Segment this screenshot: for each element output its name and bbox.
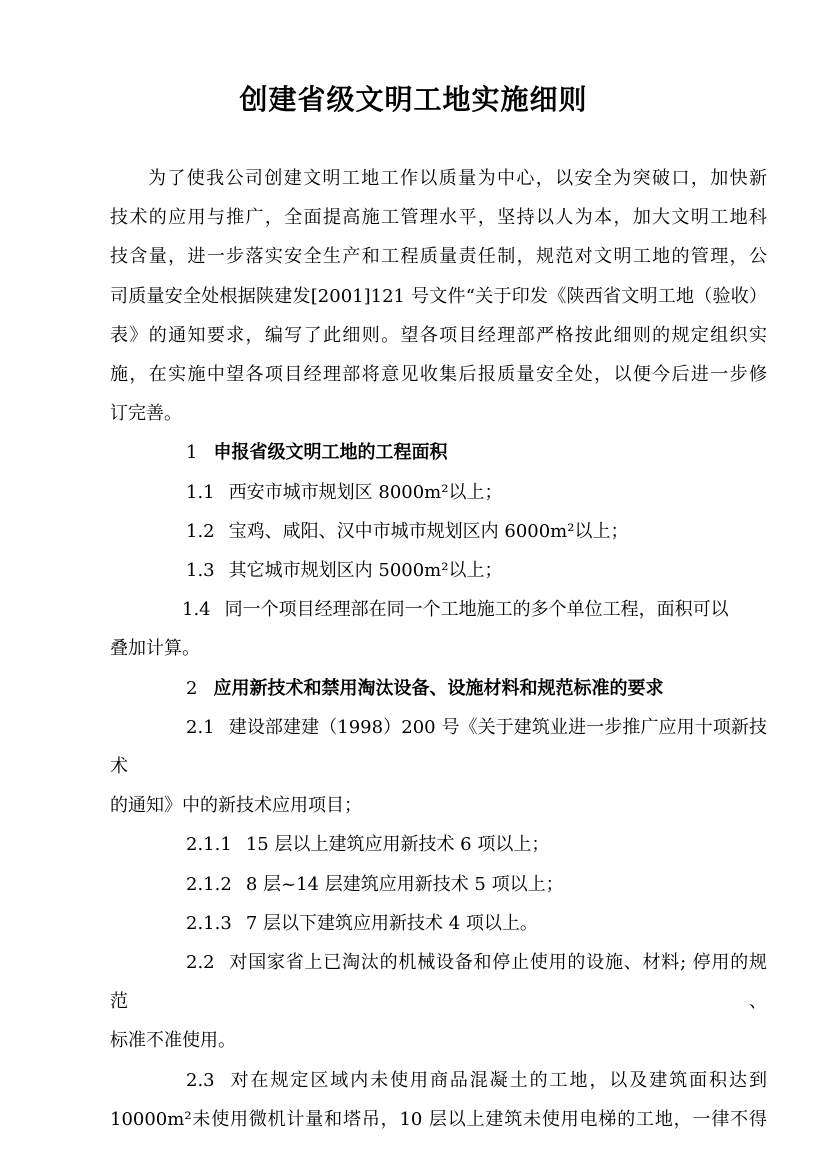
document-body	[110, 159, 767, 1139]
list-item	[110, 865, 767, 904]
item-text: 其它城市规划区内 5000m²以上；	[228, 560, 503, 582]
item-number: 2.1.1	[186, 834, 232, 856]
section-1-heading	[110, 433, 767, 472]
intro-line: 表》的通知要求，编写了此细则。望各项目经理部严格按此细则的规定组织实	[110, 324, 767, 346]
item-text: 西安市城市规划区 8000m²以上；	[228, 481, 503, 503]
list-item	[110, 551, 767, 590]
list-item	[110, 1061, 767, 1100]
item-text: 8 层~14 层建筑应用新技术 5 项以上；	[245, 873, 564, 895]
item-number: 2.1	[186, 716, 215, 738]
item-number: 1.4	[182, 599, 211, 621]
intro-line: 技含量，进一步落实安全生产和工程质量责任制，规范对文明工地的管理，公	[110, 246, 767, 268]
list-item	[110, 904, 767, 943]
section-number: 1	[186, 442, 198, 464]
item-text: 对在规定区域内未使用商品混凝土的工地，以及建筑面积达到	[228, 1069, 767, 1091]
list-item	[110, 473, 767, 512]
section-title: 申报省级文明工地的工程面积	[213, 442, 448, 464]
item-number: 2.1.2	[186, 873, 232, 895]
item-continuation: 叠加计算。	[110, 638, 200, 660]
intro-line: 技术的应用与推广，全面提高施工管理水平，坚持以人为本，加大文明工地科	[110, 207, 767, 229]
section-title: 应用新技术和禁用淘汰设备、设施材料和规范标准的要求	[213, 677, 664, 699]
item-text: 建设部建建（1998）200 号《关于建筑业进一步推广应用十项新技术	[110, 716, 767, 778]
intro-line: 施，在实施中望各项目经理部将意见收集后报质量安全处，以便今后进一步修	[110, 364, 767, 386]
list-item	[110, 512, 767, 551]
item-text: 同一个项目经理部在同一个工地施工的多个单位工程，面积可以	[224, 599, 729, 621]
list-item	[110, 708, 767, 786]
item-number: 2.2	[186, 952, 215, 974]
item-number: 1.2	[186, 520, 215, 542]
item-continuation: 的通知》中的新技术应用项目；	[110, 795, 362, 817]
intro-line: 为了使我公司创建文明工地工作以质量为中心，以安全为突破口，加快新	[148, 168, 767, 189]
section-number: 2	[186, 677, 198, 699]
item-continuation: 标准不准使用。	[110, 1030, 236, 1052]
list-item	[110, 825, 767, 864]
item-continuation: 10000m²未使用微机计量和塔吊，10 层以上建筑未使用电梯的工地，一律不得	[110, 1108, 767, 1130]
item-number: 2.3	[186, 1069, 215, 1091]
item-text: 7 层以下建筑应用新技术 4 项以上。	[245, 912, 538, 934]
item-number: 2.1.3	[186, 912, 232, 934]
intro-line: 订完善。	[110, 403, 182, 425]
list-item	[110, 590, 767, 629]
item-text: 15 层以上建筑应用新技术 6 项以上；	[245, 834, 550, 856]
section-2-heading	[110, 669, 767, 708]
item-text: 宝鸡、咸阳、汉中市城市规划区内 6000m²以上；	[228, 520, 629, 542]
item-number: 1.1	[186, 481, 215, 503]
document-title: 创建省级文明工地实施细则	[239, 83, 588, 116]
item-number: 1.3	[186, 560, 215, 582]
item-text: 对国家省上已淘汰的机械设备和停止使用的设施、材料; 停用的规范、	[110, 952, 767, 1013]
intro-line: 司质量安全处根据陕建发[2001]121 号文件“关于印发《陕西省文明工地（验收）	[110, 285, 767, 307]
list-item	[110, 943, 767, 1021]
